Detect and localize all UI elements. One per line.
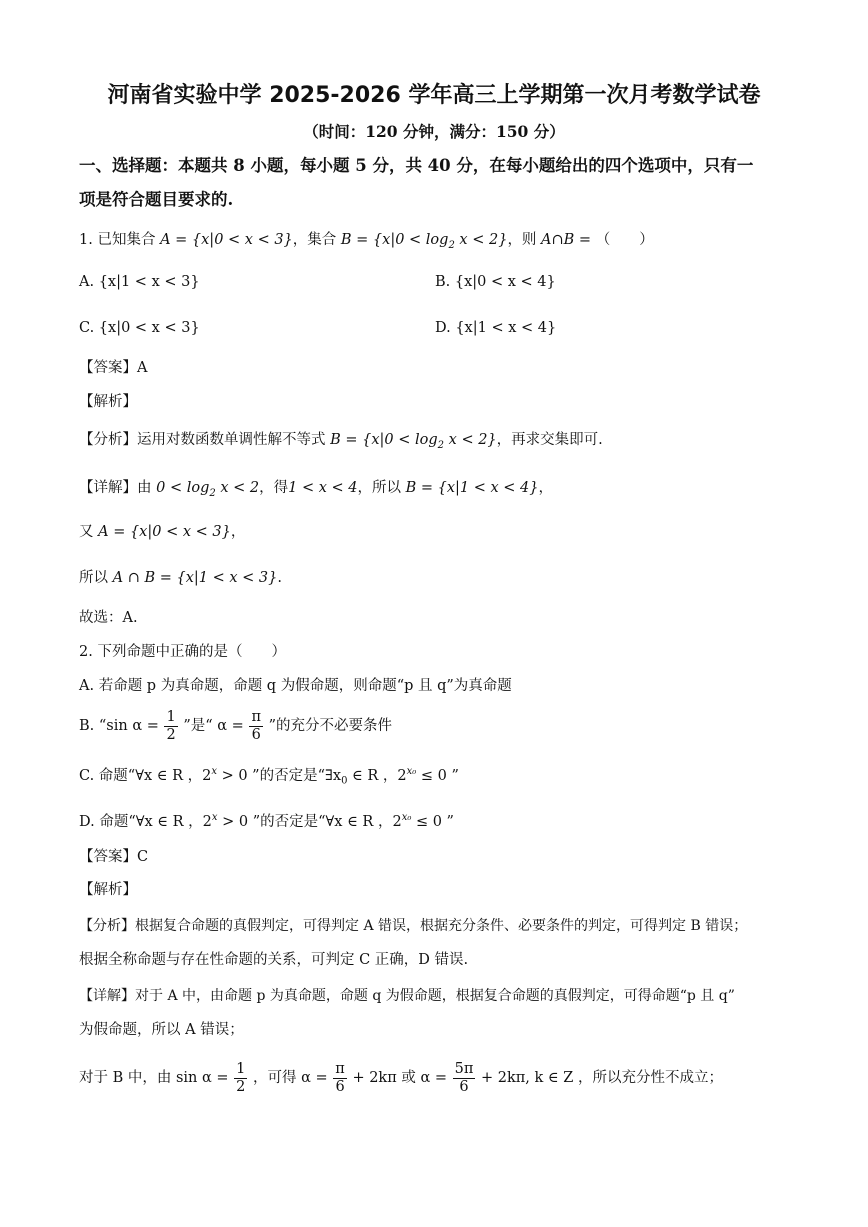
q1-analysis-heading: 【解析】 xyxy=(79,394,137,410)
q2-option-b: B. “sin α = $\frac{1}{2}$ ”是“ α = $\frac{\pi}{6}$ ”的充分不必要条件 xyxy=(79,708,392,743)
q2-option-c: C. 命题“∀x ∈ R ，$2^x > 0$ ”的否定是“$\exists x_0$ ∈ R ，$2^{x_0} \le 0$ ” xyxy=(79,766,459,787)
q2-analysis-heading: 【解析】 xyxy=(79,882,137,898)
q1-suoyi: 所以 A ∩ B = {x|1 < x < 3}. xyxy=(79,570,282,586)
q2-xiangjie-line-2: 为假命题，所以 A 错误； xyxy=(79,1022,244,1038)
q2-fenxi-line-2: 根据全称命题与存在性命题的关系，可判定 C 正确，D 错误. xyxy=(79,952,469,968)
q1-conclusion: 故选：A. xyxy=(79,610,138,626)
q1-set-b: $B = \{x|0 < \log_2 x < 2\}$ xyxy=(340,232,508,251)
q1-stem: 1. 已知集合 A = {x|0 < x < 3}，集合 $B = \{x|0 < \log_2 x < 2\}$，则 A∩B = （ ） xyxy=(79,232,654,251)
q1-you: 又 A = {x|0 < x < 3}， xyxy=(79,524,246,540)
q2-answer: 【答案】C xyxy=(79,849,149,865)
section-heading-line-1: 一、选择题：本题共 8 小题，每小题 5 分，共 40 分，在每小题给出的四个选项中，只有一 xyxy=(79,156,754,175)
q2-fenxi-line-1: 【分析】根据复合命题的真假判定，可得判定 A 错误，根据充分条件、必要条件的判定，可得判定 B 错误； xyxy=(79,918,748,934)
q2-xiangjie-line-1: 【详解】对于 A 中，由命题 p 为真命题，命题 q 为假命题，根据复合命题的真假判定，可得命题“p 且 q” xyxy=(79,988,735,1004)
q1-option-b: B. {x|0 < x < 4} xyxy=(435,274,556,290)
q1-answer: 【答案】A xyxy=(79,360,148,376)
q2-for-b: 对于 B 中，由 sin α = $\frac{1}{2}$ ，可得 α = $\frac{\pi}{6}$ + 2kπ 或 α = $\frac{5\pi}{6}$ + 2kπ, k ∈ Z ，所以充分性不成立； xyxy=(79,1060,723,1095)
q2-option-a: A. 若命题 p 为真命题，命题 q 为假命题，则命题“p 且 q”为真命题 xyxy=(79,678,512,694)
q1-fenxi: 【分析】运用对数函数单调性解不等式 $B = \{x|0 < \log_2 x < 2\}$，再求交集即可. xyxy=(79,432,603,451)
section-heading-line-2: 项是符合题目要求的. xyxy=(79,190,234,209)
q1-option-a: A. {x|1 < x < 3} xyxy=(79,274,200,290)
exam-title: 河南省实验中学 2025-2026 学年高三上学期第一次月考数学试卷 xyxy=(107,83,761,108)
exam-subtitle: （时间：120 分钟，满分：150 分） xyxy=(303,122,565,141)
q1-set-a: A = {x|0 < x < 3} xyxy=(160,232,293,248)
q1-option-d: D. {x|1 < x < 4} xyxy=(435,320,557,336)
q2-stem: 2. 下列命题中正确的是（ ） xyxy=(79,644,286,660)
q1-xiangjie: 【详解】由 $0 < \log_2 x < 2$，得1 < x < 4，所以 B = {x|1 < x < 4}， xyxy=(79,480,554,499)
q1-option-c: C. {x|0 < x < 3} xyxy=(79,320,200,336)
q2-option-d: D. 命题“∀x ∈ R ，$2^x > 0$ ”的否定是“∀x ∈ R ，$2^{x_0} \le 0$ ” xyxy=(79,812,454,830)
